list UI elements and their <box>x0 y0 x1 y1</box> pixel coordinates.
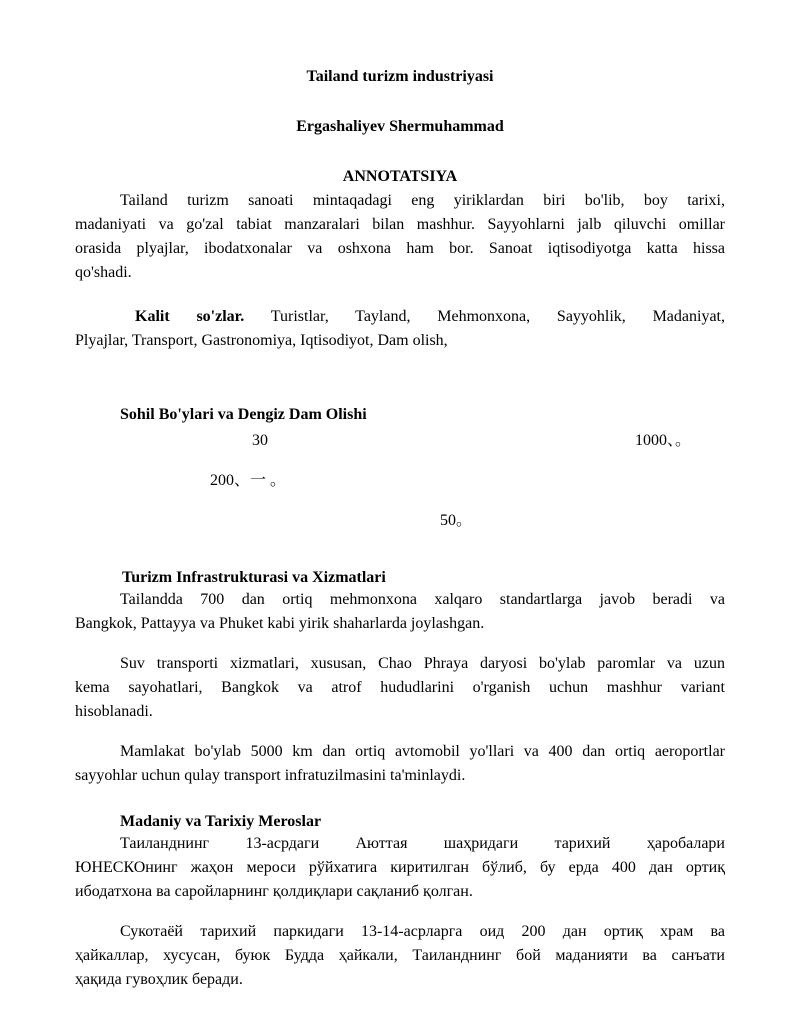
text-fragment: 200、一 。 <box>210 472 287 489</box>
section-heading-infrastructure: Turizm Infrastrukturasi va Xizmatlari <box>122 569 386 586</box>
paragraph-line: Mamlakat bo'ylab 5000 km dan ortiq avtomobil yo'llari va 400 dan ortiq aeroportlar <box>120 743 725 760</box>
annotation-line: qo'shadi. <box>75 264 132 281</box>
heritage-paragraph-2 <box>75 920 725 992</box>
paragraph-line: ҳайкаллар, хусусан, буюк Будда ҳайкали, Таиланднинг бой маданияти ва санъати <box>75 947 725 964</box>
heritage-paragraph-1 <box>75 832 725 904</box>
annotation-heading: ANNOTATSIYA <box>342 168 458 185</box>
keywords-label: Kalit so'zlar. <box>135 308 245 325</box>
annotation-line: madaniyati va go'zal tabiat manzaralari bilan mashhur. Sayyohlarni jalb qiluvchi omillar <box>75 216 725 233</box>
infrastructure-paragraph-1 <box>75 588 725 636</box>
keywords-line: Plyajlar, Transport, Gastronomiya, Iqtisodiyot, Dam olish, <box>75 332 448 349</box>
infrastructure-paragraph-2 <box>75 652 725 724</box>
section-heading-heritage: Madaniy va Tarixiy Meroslar <box>120 813 322 830</box>
paragraph-line: Bangkok, Pattayya va Phuket kabi yirik shaharlarda joylashgan. <box>75 615 485 632</box>
paragraph-line: Таиланднинг 13-асрдаги Аюттая шаҳридаги тарихий ҳаробалари <box>120 835 725 852</box>
paragraph-line: ибодатхона ва саройларнинг қолдиқлари сақланиб қолган. <box>75 883 473 900</box>
text-fragment: 1000、。 <box>635 432 692 449</box>
section-heading-coast: Sohil Bo'ylari va Dengiz Dam Olishi <box>120 406 367 423</box>
paragraph-line: Сукотаёй тарихий паркидаги 13-14-асрларга оид 200 дан ортиқ храм ва <box>120 923 725 940</box>
infrastructure-paragraph-3 <box>75 740 725 788</box>
annotation-line: orasida plyajlar, ibodatxonalar va oshxona ham bor. Sanoat iqtisodiyotga katta hissa <box>75 240 725 257</box>
paragraph-line: Tailandda 700 dan ortiq mehmonxona xalqaro standartlarga javob beradi va <box>120 591 725 608</box>
paragraph-line: sayyohlar uchun qulay transport infratuzilmasini ta'minlaydi. <box>75 767 466 784</box>
keywords-line <box>75 305 725 329</box>
annotation-line: Tailand turizm sanoati mintaqadagi eng yiriklardan biri bo'lib, boy tarixi, <box>120 192 725 209</box>
paragraph-line: hisoblanadi. <box>75 703 153 720</box>
document-title: Tailand turizm industriyasi <box>306 68 494 85</box>
annotation-paragraph <box>75 189 725 285</box>
text-fragment: 30 <box>252 432 268 449</box>
author-name: Ergashaliyev Shermuhammad <box>296 118 504 135</box>
paragraph-line: Suv transporti xizmatlari, xususan, Chao Phraya daryosi bo'ylab paromlar va uzun <box>120 655 725 672</box>
text-fragment: 50。 <box>440 512 473 529</box>
keywords-list: Turistlar, Tayland, Mehmonxona, Sayyohlik, Madaniyat, <box>270 308 726 325</box>
paragraph-line: kema sayohatlari, Bangkok va atrof hududlarini o'rganish uchun mashhur variant <box>75 679 725 696</box>
keywords-paragraph <box>75 305 725 353</box>
paragraph-line: ҳақида гувоҳлик беради. <box>75 971 243 988</box>
paragraph-line: ЮНЕСКОнинг жаҳон мероси рўйхатига киритилган бўлиб, бу ерда 400 дан ортиқ <box>75 859 725 876</box>
